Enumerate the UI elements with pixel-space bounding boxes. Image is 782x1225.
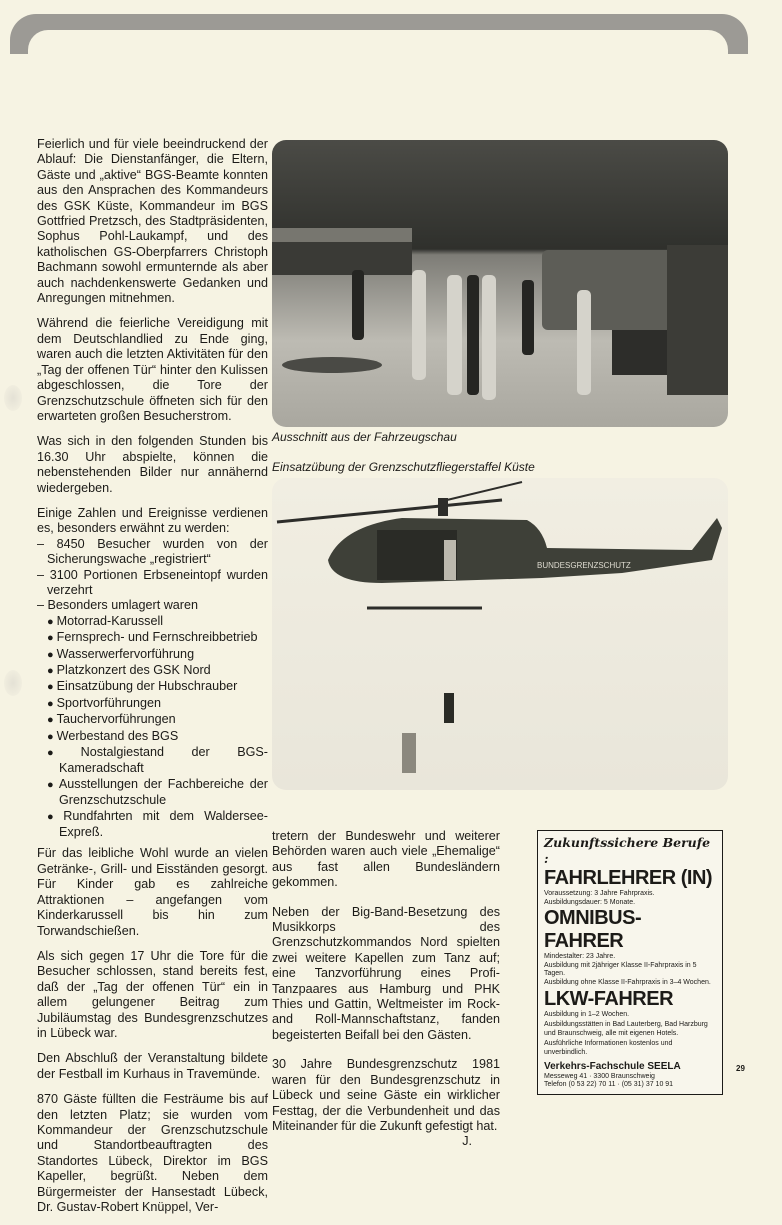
paragraph: Den Abschluß der Veranstaltung bildete der Festball im Kurhaus in Travemünde. — [37, 1051, 268, 1081]
left-column — [37, 137, 268, 1225]
paragraph: Feierlich und für viele beeindruckend der Ablauf: Die Dienstanfänger, die Eltern, Gäste und „aktive“ BGS-Beamte konnten aus den Ansprachen des Kommandeurs des GSK Küste, Kommandeur im BGS Gottfried Pretzsch, des Stadtpräsidenten, Sophus Pohl-Laukampf, und des katholischen GS-Oberpfarrers Christoph Bachmann sowohl ermunternde als aber auch nachdenkenswerte Gedanken und Anregungen mitnehmen. — [37, 137, 268, 306]
ad-phone: Telefon (0 53 22) 70 11 · (05 31) 37 10 91 — [544, 1081, 674, 1089]
ad-headline: Zukunftssichere Berufe : — [544, 835, 711, 866]
paragraph: Während die feierliche Vereidigung mit dem Deutschlandlied zu Ende ging, waren auch die letzten Aktivitäten für den „Tag der offenen Tür“ hinter den Kulissen abgeschlossen, die Tore der Grenzschutzschule öffneten sich für den erwarteten großen Besucherstrom. — [37, 316, 268, 423]
helicopter-image — [272, 478, 728, 790]
list-item: ● Motorrad-Karussell — [47, 614, 268, 630]
header-bar-inner — [28, 30, 728, 60]
paragraph: Neben der Big-Band-Besetzung des Musikkorps des Grenzschutzkommandos Nord spielten zwei weitere Kapellen zum Tanz auf; eine Tanzvorführung eines Profi-Tanzpaares aus Hamburg und PHK Thies und Gattin, Weltmeister im Rock- and Roll-Mannschaftstanz, fanden begeisterten Beifall bei den Gästen. — [272, 904, 500, 1042]
ad-detail: Ausbildung mit 2jähriger Klasse II-Fahrpraxis in 5 Tagen. — [544, 961, 697, 978]
paper-stain — [4, 385, 22, 411]
middle-column — [272, 829, 500, 1150]
list-item: ● Ausstellungen der Fachbereiche der Grenzschutzschule — [47, 777, 268, 809]
ad-detail: Ausführliche Informationen kostenlos und unverbindlich. — [544, 1040, 673, 1056]
vehicle-show-photo — [272, 140, 728, 427]
ad-detail: Voraussetzung: 3 Jahre Fahrpraxis. — [544, 890, 655, 897]
helicopter-lettering: BUNDESGRENZSCHUTZ — [537, 561, 631, 570]
list-item: ● Einsatzübung der Hubschrauber — [47, 679, 268, 695]
ad-job-title: LKW-FAHRER — [544, 987, 674, 1010]
advertisement — [537, 830, 723, 1095]
ad-detail: Ausbildung in 1–2 Wochen. — [544, 1010, 630, 1018]
paragraph: Einige Zahlen und Ereignisse verdienen es, besonders erwähnt zu werden: — [37, 505, 268, 536]
paragraph: tretern der Bundeswehr und weiterer Behörden waren auch viele „Ehemalige“ aus fast allen Bundesländern gekommen. — [272, 829, 500, 890]
ad-detail: Ausbildung ohne Klasse II-Fahrpraxis in 3–4 Wochen. — [544, 978, 711, 986]
vehicle-show-image — [272, 140, 728, 427]
stats-list — [37, 537, 268, 841]
paragraph: 870 Gäste füllten die Festräume bis auf den letzten Platz; sie wurden vom Kommandeur der Grenzschutzschule und Standortbeauftragten des Standortes Lübeck, Direktor im BGS Kapeller, begrüßt. Neben dem Bürgermeister der Hansestadt Lübeck, Dr. Gustav-Robert Knüppel, Ver- — [37, 1092, 268, 1214]
list-item-text: – Besonders umlagert waren — [37, 598, 199, 613]
list-item: ● Fernsprech- und Fernschreibbetrieb — [47, 630, 268, 646]
list-item: ● Tauchervorführungen — [47, 712, 268, 728]
photo-caption: Einsatzübung der Grenzschutzfliegerstaffel Küste — [272, 460, 535, 474]
page-number: 29 — [736, 1064, 745, 1073]
ad-job-title: FAHRLEHRER (IN) — [544, 867, 713, 889]
list-item: ● Rundfahrten mit dem Waldersee-Expreß. — [47, 809, 268, 841]
author-signature: J. — [462, 1134, 472, 1149]
ad-job-title: OMNIBUS-FAHRER — [544, 907, 642, 953]
list-item: – 8450 Besucher wurden von der Sicherungswache „registriert“ — [37, 536, 268, 567]
paragraph: Was sich in den folgenden Stunden bis 16.30 Uhr abspielte, können die nebenstehenden Bilder nur annähernd wiedergeben. — [37, 434, 268, 495]
paragraph: 30 Jahre Bundesgrenzschutz 1981 waren für den Bundesgrenzschutz in Lübeck und seine Gäste ein wirklicher Festtag, der die Verbundenheit und das Miteinander für die Zukunft gefestigt hat. — [272, 1057, 500, 1133]
paragraph: Als sich gegen 17 Uhr die Tore für die Besucher schlossen, stand bereits fest, daß der „Tag der offenen Tür“ ein in allem gelungener Beitrag zum Jubiläumstag des Bundesgrenzschutzes in Lübeck war. — [37, 948, 268, 1040]
list-item: ● Sportvorführungen — [47, 696, 268, 712]
list-item: ● Nostalgiestand der BGS-Kameradschaft — [47, 745, 268, 777]
ad-detail: Ausbildungsstätten in Bad Lauterberg, Bad Harzburg und Braunschweig, alle mit eigenen Hotels. — [544, 1021, 708, 1037]
list-item: – 3100 Portionen Erbseneintopf wurden verzehrt — [37, 567, 268, 597]
list-item: ● Werbestand des BGS — [47, 729, 268, 745]
attractions-list — [47, 614, 268, 841]
helicopter-photo — [272, 478, 728, 790]
paragraph: Für das leibliche Wohl wurde an vielen Getränke-, Grill- und Eisständen gesorgt. Für Kinder gab es zahlreiche Attraktionen – angefangen vom Kinderkarussell bis hin zum Torwandschießen. — [37, 846, 268, 938]
ad-address: Messeweg 41 · 3300 Braunschweig — [544, 1072, 655, 1080]
photo-caption: Ausschnitt aus der Fahrzeugschau — [272, 430, 457, 444]
paper-stain — [4, 670, 22, 696]
list-item — [37, 598, 268, 840]
list-item: ● Wasserwerfervorführung — [47, 647, 268, 663]
ad-school-name: Verkehrs-Fachschule SEELA — [544, 1060, 681, 1072]
list-item: ● Platzkonzert des GSK Nord — [47, 663, 268, 679]
ad-detail: Mindestalter: 23 Jahre. — [544, 953, 616, 961]
ad-detail: Ausbildungsdauer: 5 Monate. — [544, 898, 636, 906]
